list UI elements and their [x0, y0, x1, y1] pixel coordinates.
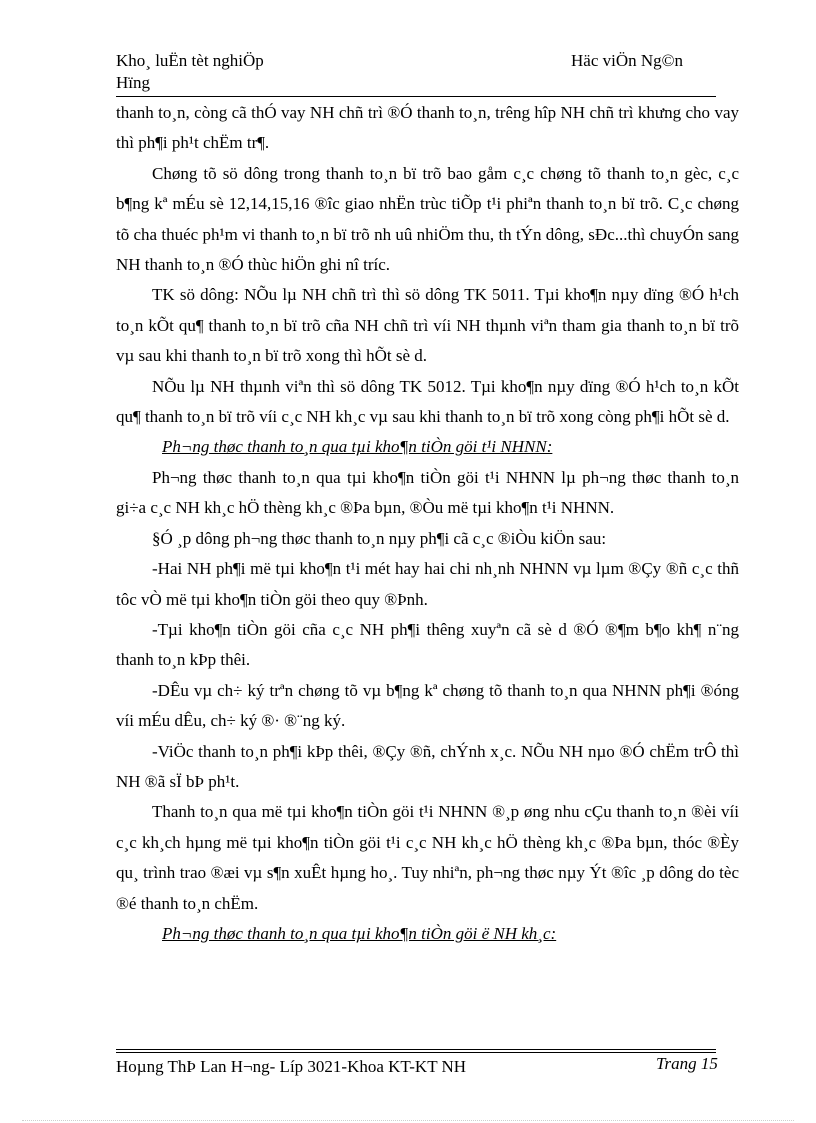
list-item-condition-1: -Hai NH ph¶i më tµi kho¶n t¹i mét hay hai chi nh¸nh NHNN vµ lµm ®Çy ®ñ c¸c thñ tôc vÒ më tµi kho¶n tiÒn göi theo quy ®Þnh.	[116, 559, 739, 609]
paragraph-method-definition: Ph¬ng thøc thanh to¸n qua tµi kho¶n tiÒn göi t¹i NHNN lµ ph¬ng thøc thanh to¸n gi÷a c¸c NH kh¸c hÖ thèng kh¸c ®Þa bµn, ®Òu më tµi kho¶n t¹i NHNN.	[116, 467, 739, 518]
header-rule	[116, 96, 716, 97]
header-left-line2: Hïng	[116, 73, 150, 92]
paragraph-documents: Chøng tõ sö dông trong thanh to¸n bï trõ bao gåm c¸c chøng tõ thanh to¸n gèc, c¸c b¶ng kª mÉu sè 12,14,15,16 ®îc giao nhËn trùc tiÕp t¹i phiªn thanh to¸n bï trõ. C¸c chøng tõ cha thuéc ph¹m vi thanh to¸n bï trõ nh uû nhiÖm thu, th tÝn dông, sÐc...thì chuyÓn sang NH thanh to¸n ®Ó thùc hiÖn ghi nî tríc.	[116, 163, 739, 275]
list-item-condition-3: -DÊu vµ ch÷ ký trªn chøng tõ vµ b¶ng kª chøng tõ thanh to¸n qua NHNN ph¶i ®óng víi mÉu dÊu, ch÷ ký ®· ®¨ng ký.	[116, 680, 739, 731]
page-edge-divider	[22, 1120, 794, 1121]
paragraph-continuation: thanh to¸n, còng cã thÓ vay NH chñ trì ®Ó thanh to¸n, trêng hîp NH chñ trì khưng cho vay thì ph¶i ph¹t chËm tr¶.	[116, 103, 739, 153]
page-number: Trang 15	[656, 1054, 718, 1073]
paragraph-tk-5011: TK sö dông: NÕu lµ NH chñ trì thì sö dông TK 5011. Tµi kho¶n nµy dïng ®Ó h¹ch to¸n kÕt qu¶ thanh to¸n bï trõ cña NH chñ trì víi NH thµnh viªn tham gia thanh to¸n bï trõ vµ sau khi thanh to¸n bï trõ xong thì hÕt sè d.	[116, 285, 739, 366]
footer-rule-bottom	[116, 1052, 716, 1053]
header-left	[116, 50, 346, 94]
paragraph-evaluation: Thanh to¸n qua më tµi kho¶n tiÒn göi t¹i NHNN ®¸p øng nhu cÇu thanh to¸n ®èi víi c¸c kh¸ch hµng më tµi kho¶n tiÒn göi t¹i c¸c NH kh¸c hÖ thèng kh¸c ®Þa bµn, thóc ®Èy qu¸ trình trao ®æi vµ s¶n xuÊt hµng ho¸. Tuy nhiªn, ph¬ng thøc nµy Ýt ®îc ¸p dông do tèc ®é thanh to¸n chËm.	[116, 802, 739, 913]
paragraph-conditions-intro: §Ó ¸p dông ph¬ng thøc thanh to¸n nµy ph¶i cã c¸c ®iÒu kiÖn sau:	[152, 528, 607, 548]
header-left-line1: Kho¸ luËn tèt nghiÖp	[116, 51, 264, 70]
header-right: Häc viÖn Ng©n	[571, 51, 684, 70]
paragraph-tk-5012: NÕu lµ NH thµnh viªn thì sö dông TK 5012. Tµi kho¶n nµy dïng ®Ó h¹ch to¸n kÕt qu¶ thanh to¸n bï trõ víi c¸c NH kh¸c vµ sau khi thanh to¸n bï trõ xong còng ph¶i hÕt sè d.	[116, 376, 739, 427]
list-item-condition-2: -Tµi kho¶n tiÒn göi cña c¸c NH ph¶i thêng xuyªn cã sè d ®Ó ®¶m b¶o kh¶ n¨ng thanh to¸n kÞp thêi.	[116, 619, 739, 670]
footer-author: Hoµng ThÞ Lan H¬ng- Líp 3021-Khoa KT-KT NH	[116, 1057, 467, 1076]
footer-rule-top	[116, 1049, 716, 1050]
list-item-condition-4: -ViÖc thanh to¸n ph¶i kÞp thêi, ®Çy ®ñ, chÝnh x¸c. NÕu NH nµo ®Ó chËm trÔ thì NH ®ã sÏ bÞ ph¹t.	[116, 741, 739, 791]
document-body	[116, 98, 739, 949]
section-heading-other-banks: Ph¬ng thøc thanh to¸n qua tµi kho¶n tiÒn göi ë NH kh¸c:	[162, 923, 557, 943]
section-heading-nhnn: Ph¬ng thøc thanh to¸n qua tµi kho¶n tiÒn göi t¹i NHNN:	[162, 437, 553, 457]
